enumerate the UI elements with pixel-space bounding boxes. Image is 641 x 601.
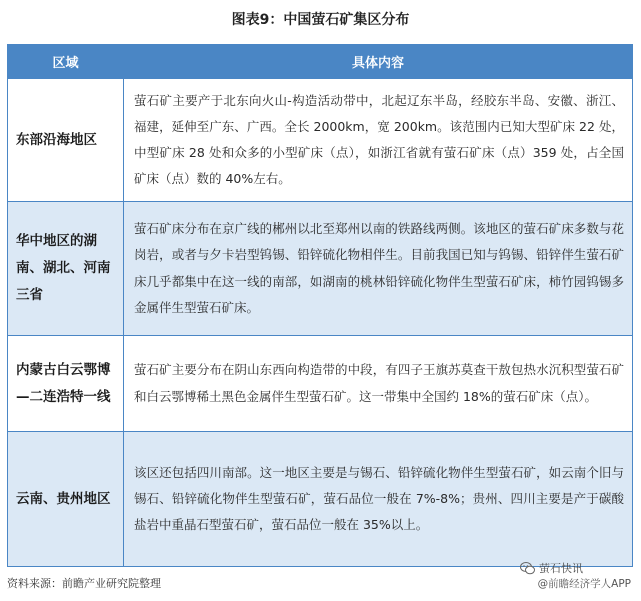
- header-content: 具体内容: [351, 56, 404, 71]
- footer: [7, 575, 633, 593]
- source-note: 资料来源：前瞻产业研究院整理: [7, 577, 161, 590]
- wechat-icon: [520, 562, 535, 575]
- row-content: 该区还包括四川南部。这一地区主要是与锡石、铅锌硫化物伴生型萤石矿，如云南个旧与锡石、铅锌硫化物伴生型萤石矿，萤石品位一般在 7%-8%；贵州、四川主要是产于碳酸盐岩中重晶石型萤石矿，萤石品位一般在 35%以上。: [134, 464, 624, 533]
- table-row: [8, 335, 632, 431]
- row-region: 东部沿海地区: [8, 79, 124, 201]
- header-region: 区域: [8, 45, 124, 78]
- row-content: 萤石矿床分布在京广线的郴州以北至郑州以南的铁路线两侧。该地区的萤石矿床多数与花岗岩，或者与夕卡岩型钨锡、铅锌硫化物相伴生。目前我国已知与钨锡、铅锌伴生萤石矿床几乎都集中在这一线的南部，如湖南的桃林铅锌硫化物伴生型萤石矿床，柿竹园钨锡多金属伴生型萤石矿床。: [134, 221, 624, 315]
- row-content: 萤石矿主要产于北东向火山-构造活动带中，北起辽东半岛，经胶东半岛、安徽、浙江、福建，延伸至广东、广西。全长 2000km，宽 200km。该范围内已知大型矿床 22 处，中型矿床 28 处和众多的小型矿床（点），如浙江省就有萤石矿床（点）359 处，占全国矿床（点）数的 40%左右。: [134, 92, 624, 187]
- row-region: 内蒙古白云鄂博—二连浩特一线: [8, 336, 124, 431]
- brand-watermark: @前瞻经济学人APP: [537, 578, 631, 590]
- table-row: [8, 431, 632, 566]
- wechat-label: 萤石快讯: [539, 562, 583, 575]
- region-table: [7, 44, 633, 567]
- table-header-row: [8, 45, 632, 78]
- table-row: [8, 78, 632, 201]
- figure-title: 图表9：中国萤石矿集区分布: [231, 12, 410, 28]
- row-content: 萤石矿主要分布在阴山东西向构造带的中段，有四子王旗苏莫查干敖包热水沉积型萤石矿和白云鄂博稀土黑色金属伴生型萤石矿。这一带集中全国约 18%的萤石矿床（点）。: [134, 362, 624, 404]
- wechat-watermark: [520, 560, 583, 576]
- row-region: 云南、贵州地区: [8, 432, 124, 566]
- row-region: 华中地区的湖南、湖北、河南三省: [8, 202, 124, 335]
- table-row: [8, 201, 632, 335]
